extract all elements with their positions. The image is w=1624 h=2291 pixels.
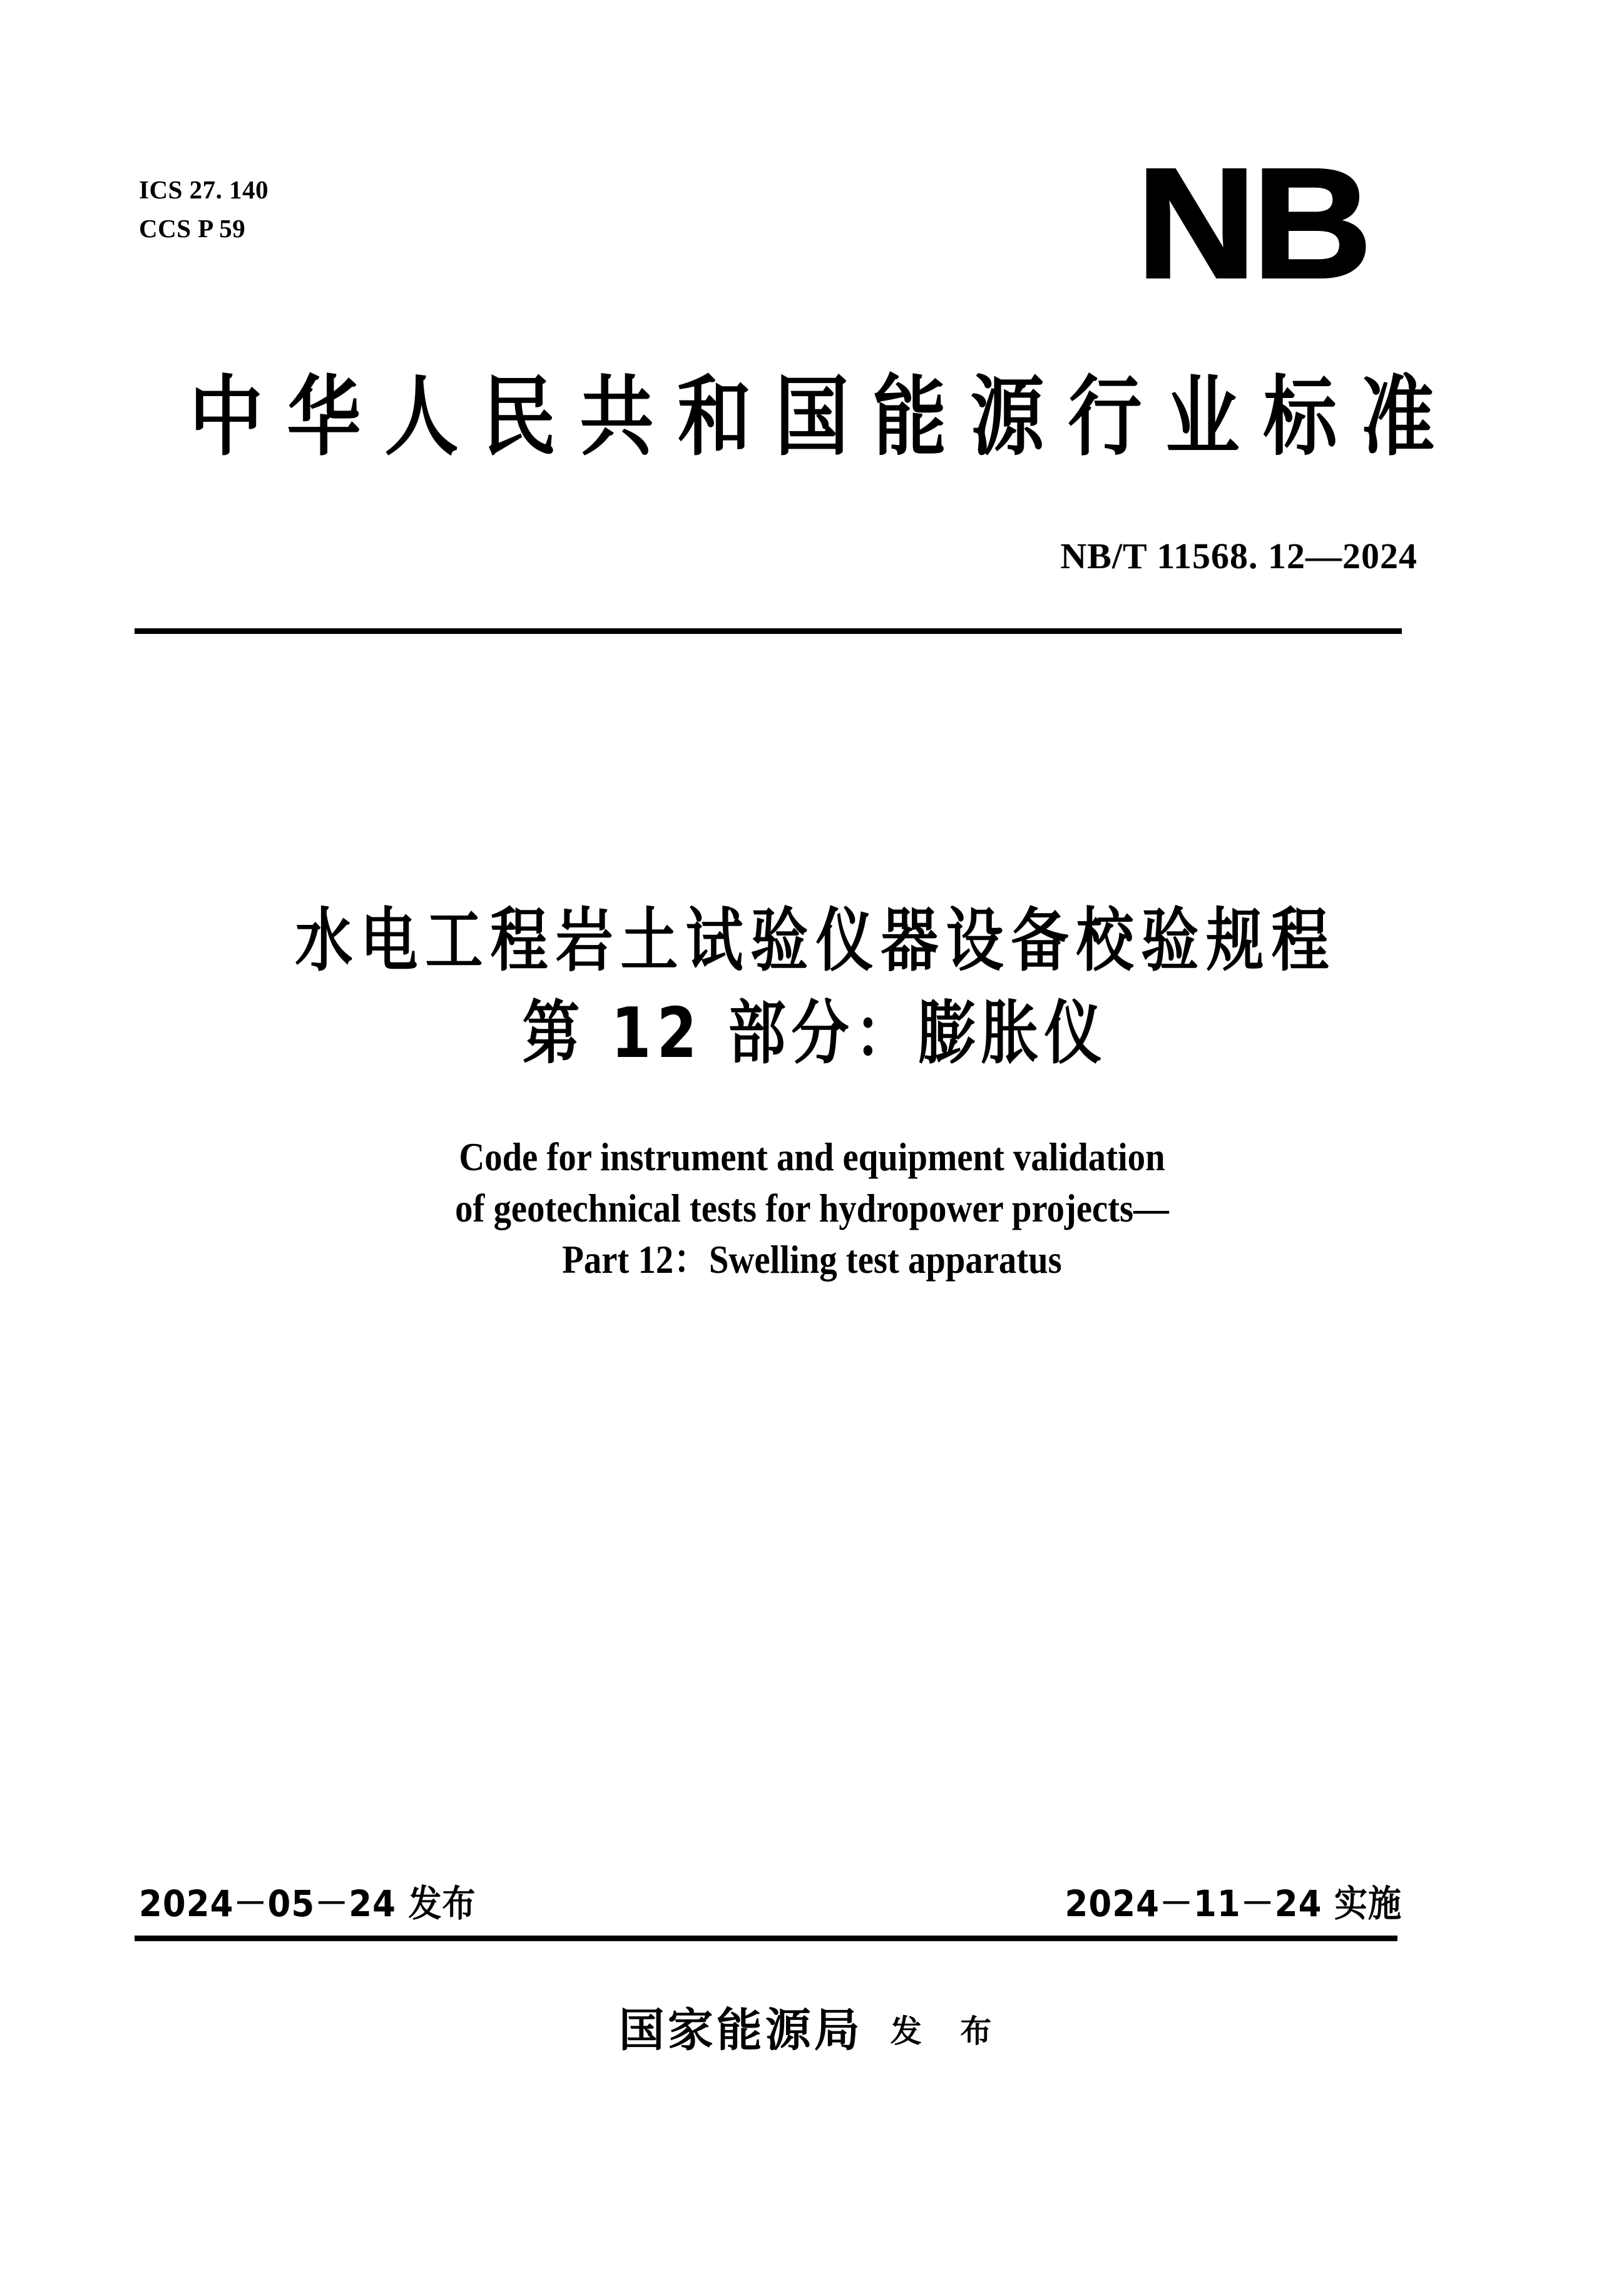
document-title-en-line1: Code for instrument and equipment validation [459,1135,1165,1179]
header-divider-rule [135,628,1402,634]
document-title-en-line3: Part 12：Swelling test apparatus [562,1238,1062,1282]
ics-code: ICS 27. 140 [139,175,269,204]
classification-block [139,170,268,248]
document-title-cn-line1: 水电工程岩土试验仪器设备校验规程 [295,900,1337,981]
nb-logo: NB [1136,136,1368,310]
document-title-en-line2: of geotechnical tests for hydropower projects— [455,1186,1169,1230]
ccs-code: CCS P 59 [139,214,246,243]
document-title-cn-line2: 第 12 部分：膨胀仪 [522,992,1108,1074]
issuing-authority-heading: 中华人民共和国能源行业标准 [189,365,1459,468]
standard-number: NB/T 11568. 12—2024 [1060,536,1417,576]
effective-date: 2024－11－24 实施 [1065,1883,1402,1926]
publisher-name: 国家能源局 [618,2004,863,2057]
footer-divider-rule [135,1936,1397,1941]
publisher-action: 发 布 [890,2013,1006,2049]
issue-date: 2024－05－24 发布 [139,1883,476,1926]
publisher-block [0,1993,1624,2059]
